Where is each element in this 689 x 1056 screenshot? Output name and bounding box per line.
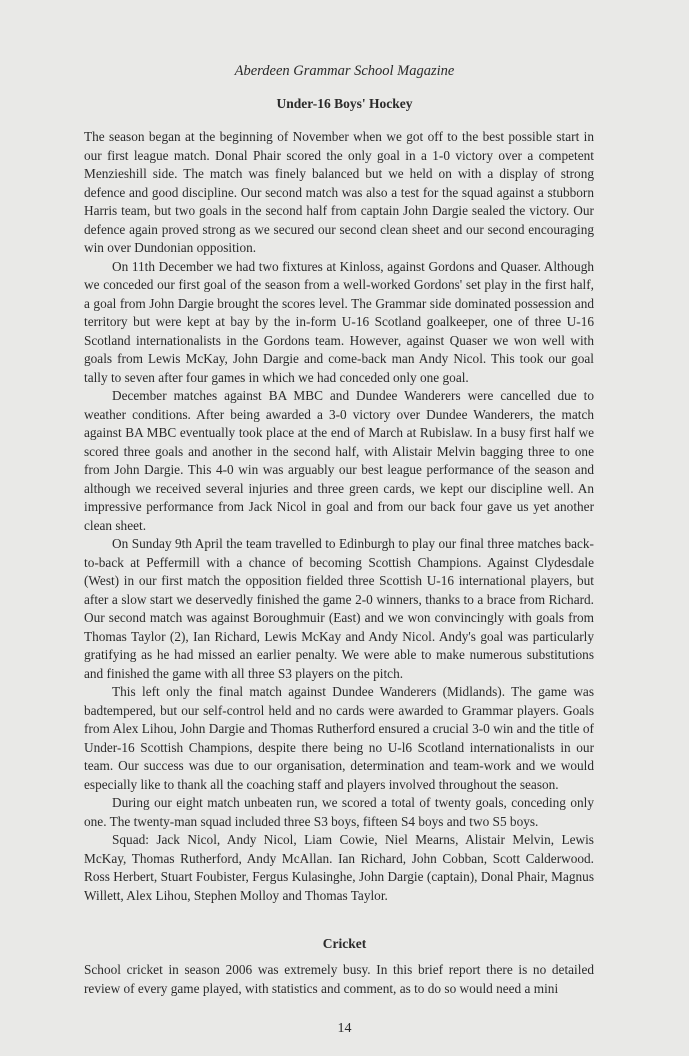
running-header: Aberdeen Grammar School Magazine [234,63,455,79]
paragraph: During our eight match unbeaten run, we scored a total of twenty goals, conceding only one. The twenty-man squad included three S3 boys, fifteen S4 boys and two S5 boys. [84,795,594,829]
paragraph: This left only the final match against Dundee Wanderers (Midlands). The game was badtempered, but our self-control held and no cards were awarded to Grammar players. Goals from Alex Lihou, John Dargie and Thomas Rutherford ensured a crucial 3-0 win and the title of Under-16 Scottish Champions, despite there being no U-l6 Scotland internationalists in our team. Our success was due to our organisation, determination and team-work and we would especially like to thank all the coaching staff and players involved throughout the season. [84,684,594,792]
section-title-hockey: Under-16 Boys' Hockey [276,96,413,111]
paragraph: On Sunday 9th April the team travelled to Edinburgh to play our final three matches back-to-back at Peffermill with a chance of becoming Scottish Champions. Against Clydesdale (West) in our first match the opposition fielded three Scottish U-16 international players, but after a slow start we deservedly finished the game 2-0 winners, thanks to a brace from Richard. Our second match was against Boroughmuir (East) and we won convincingly with goals from Thomas Taylor (2), Ian Richard, Lewis McKay and Andy Nicol. Andy's goal was particularly gratifying as he had missed an earlier penalty. We were able to make numerous substitutions and finished the game with all three S3 players on the pitch. [84,536,594,681]
paragraph: The season began at the beginning of November when we got off to the best possible start in our first league match. Donal Phair scored the only goal in a 1-0 victory over a competent Menzieshill side. The match was finely balanced but we held on with a display of strong defence and good discipline. Our second match was also a test for the squad against a stubborn Harris team, but two goals in the second half from captain John Dargie sealed the victory. Our defence again proved strong as we secured our second clean sheet and our second encouraging win over Dundonian opposition. [84,129,594,255]
paragraph: School cricket in season 2006 was extremely busy. In this brief report there is no detailed review of every game played, with statistics and comment, as to do so would need a mini [84,962,594,996]
squad-list: Squad: Jack Nicol, Andy Nicol, Liam Cowie, Niel Mearns, Alistair Melvin, Lewis McKay, Thomas Rutherford, Andy McAllan. Ian Richard, John Cobban, Scott Calderwood. Ross Herbert, Stuart Foubister, Fergus Kulasinghe, John Dargie (captain), Donal Phair, Magnus Willett, Alex Lihou, Stephen Molloy and Thomas Taylor. [84,832,594,903]
paragraph: On 11th December we had two fixtures at Kinloss, against Gordons and Quaser. Although we conceded our first goal of the season from a well-worked Gordons' set play in the first half, a goal from John Dargie brought the scores level. The Grammar side dominated possession and territory but were kept at bay by the in-form U-16 Scotland goalkeeper, one of three U-16 Scotland internationalists in the Gordons team. However, against Quaser we won well with goals from Lewis McKay, John Dargie and come-back man Andy Nicol. This took our goal tally to seven after four games in which we had conceded only one goal. [84,258,594,385]
section-title-cricket: Cricket [322,936,367,951]
hockey-article-body [84,128,594,905]
page-number: 14 [337,1021,352,1036]
cricket-article-body [84,961,594,998]
paragraph: December matches against BA MBC and Dundee Wanderers were cancelled due to weather conditions. After being awarded a 3-0 victory over Dundee Wanderers, the match against BA MBC eventually took place at the end of March at Rubislaw. In a busy first half we scored three goals and another in the second half, with Alistair Melvin bagging three to one from John Dargie. This 4-0 win was arguably our best league performance of the season and although we received several injuries and three green cards, we kept our discipline well. An impressive performance from Jack Nicol in goal and from our back four gave us yet another clean sheet. [84,388,594,533]
